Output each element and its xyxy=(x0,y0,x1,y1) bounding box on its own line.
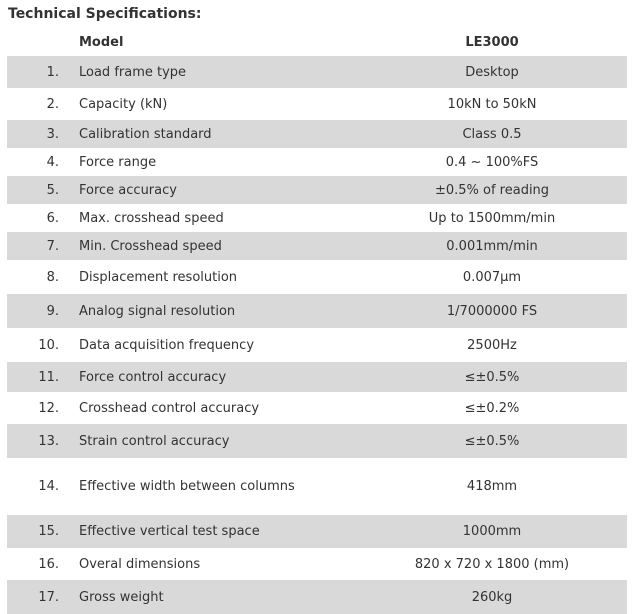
row-value: 820 x 720 x 1800 (mm) xyxy=(414,556,570,572)
row-number: 2. xyxy=(46,96,59,112)
row-number: 6. xyxy=(46,210,59,226)
row-value: 2500Hz xyxy=(467,337,517,353)
row-value: 0.001mm/min xyxy=(446,238,538,254)
table-row xyxy=(7,176,627,204)
header-model-label: Model xyxy=(79,35,124,50)
row-number: 17. xyxy=(38,589,59,605)
specifications-table xyxy=(7,29,627,614)
row-item: Data acquisition frequency xyxy=(79,337,255,353)
row-number: 1. xyxy=(46,64,59,80)
row-number: 8. xyxy=(46,269,59,285)
row-value: 1000mm xyxy=(462,524,522,539)
table-row xyxy=(7,260,627,294)
row-value: 260kg xyxy=(471,589,513,605)
table-row xyxy=(7,424,627,458)
table-row xyxy=(7,148,627,176)
row-item: Force range xyxy=(79,154,157,170)
row-value: 0.4 ~ 100%FS xyxy=(445,154,539,170)
table-row xyxy=(7,392,627,424)
row-value: 10kN to 50kN xyxy=(447,96,537,112)
row-item: Force control accuracy xyxy=(79,369,227,385)
row-item: Load frame type xyxy=(79,64,187,80)
row-item: Capacity (kN) xyxy=(79,96,168,112)
row-value: ≤±0.5% xyxy=(464,433,520,449)
table-row xyxy=(7,204,627,232)
table-row xyxy=(7,580,627,614)
row-value: ≤±0.2% xyxy=(464,400,520,416)
row-number: 7. xyxy=(46,238,59,254)
row-number: 3. xyxy=(46,126,59,142)
row-value: 0.007μm xyxy=(462,269,522,285)
table-row xyxy=(7,56,627,88)
row-value: 418mm xyxy=(466,479,518,494)
row-item: Strain control accuracy xyxy=(79,433,230,449)
row-value: Class 0.5 xyxy=(462,126,522,142)
row-item: Calibration standard xyxy=(79,126,212,142)
row-item: Max. crosshead speed xyxy=(79,210,224,226)
row-item: Crosshead control accuracy xyxy=(79,400,260,416)
row-item: Effective vertical test space xyxy=(79,524,260,539)
row-item: Effective width between columns xyxy=(79,479,295,494)
table-row xyxy=(7,328,627,362)
row-item: Overal dimensions xyxy=(79,556,201,572)
table-row xyxy=(7,294,627,328)
table-row xyxy=(7,458,627,515)
table-row xyxy=(7,515,627,548)
row-value: ≤±0.5% xyxy=(464,369,520,385)
row-value: 1/7000000 FS xyxy=(446,303,538,319)
row-number: 10. xyxy=(38,337,59,353)
row-value: Desktop xyxy=(465,64,519,80)
page-title: Technical Specifications: xyxy=(8,6,202,22)
table-row xyxy=(7,362,627,392)
row-item: Min. Crosshead speed xyxy=(79,238,222,254)
row-number: 16. xyxy=(38,556,59,572)
row-value: ±0.5% of reading xyxy=(434,182,550,198)
row-item: Analog signal resolution xyxy=(79,303,236,319)
row-number: 5. xyxy=(46,182,59,198)
row-number: 4. xyxy=(46,154,59,170)
row-number: 15. xyxy=(38,524,59,539)
row-item: Gross weight xyxy=(79,589,164,605)
table-row xyxy=(7,120,627,148)
table-row xyxy=(7,232,627,260)
table-row xyxy=(7,548,627,580)
row-number: 12. xyxy=(38,400,59,416)
row-value: Up to 1500mm/min xyxy=(428,210,556,226)
header-model-value: LE3000 xyxy=(465,35,519,50)
table-row xyxy=(7,88,627,120)
row-number: 13. xyxy=(38,433,59,449)
row-item: Displacement resolution xyxy=(79,269,238,285)
row-number: 14. xyxy=(38,479,59,494)
row-number: 9. xyxy=(46,303,59,319)
row-number: 11. xyxy=(38,369,59,385)
row-item: Force accuracy xyxy=(79,182,177,198)
table-header-row xyxy=(7,29,627,56)
